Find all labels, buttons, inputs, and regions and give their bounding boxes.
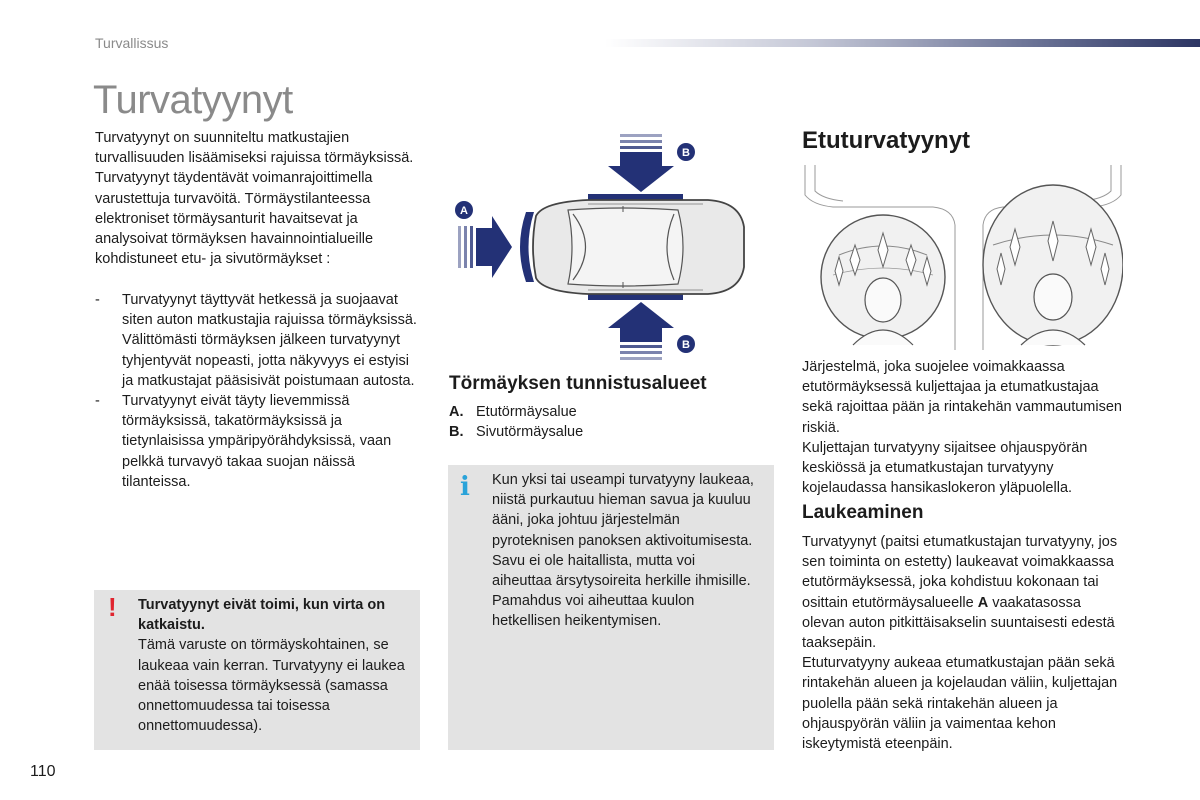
- crash-zone-diagram: [448, 132, 748, 362]
- deployment-text: [802, 532, 1127, 754]
- bullet-text: Turvatyynyt eivät täyty lievemmissä törmäyksissä, takatörmäyksissä ja tietynlaisissa ympäripyörähdyksissä, vaan pelkkä turvavyö takaa suojan näissä tilanteissa.: [122, 393, 392, 490]
- badge-a: [455, 201, 473, 219]
- bullet-text: Turvatyynyt täyttyvät hetkessä ja suojaavat siten auton matkustajia rajuissa törmäyksissä. Välittömästi törmäyksen jälkeen turvatyynyt tyhjentyvät nopeasti, jotta näkyvyys ei estyisi ja matkustajat pääsisivät poistumaan autosta.: [122, 292, 417, 389]
- car-top-view: [533, 200, 744, 294]
- zones-legend: [449, 402, 749, 442]
- bullet-dash: -: [95, 292, 100, 308]
- deployment-text-before: Turvatyynyt (paitsi etumatkustajan turvatyyny, jos sen toiminta on estetty) laukeavat voimakkaassa etutörmäyksessä, joka kohdistuu kokonaan tai osittain etutörmäysalueelle: [802, 534, 1118, 611]
- deployment-text-after: vaakatasossa olevan auton pitkittäisakselin suuntaisesti edestä taaksepäin.: [802, 594, 1115, 652]
- section-label: Turvallissus: [95, 35, 169, 51]
- badge-a-label: A: [460, 205, 468, 217]
- warning-title: Turvatyynyt eivät toimi, kun virta on katkaistu.: [138, 597, 386, 634]
- front-zone: [520, 212, 534, 282]
- warning-exclamation-icon: !: [108, 592, 117, 622]
- deployment-paragraph: [802, 532, 1127, 653]
- front-airbags-heading: Etuturvatyynyt: [802, 127, 971, 154]
- info-content: [492, 470, 757, 632]
- top-impact-arrow: [608, 134, 674, 192]
- page-number: 110: [30, 763, 56, 780]
- badge-b-bottom: [677, 335, 695, 353]
- front-airbags-paragraph: Kuljettajan turvatyyny sijaitsee ohjauspyörän keskiössä ja etumatkustajan turvatyyny kojelaudassa hansikaslokeron yläpuolella.: [802, 439, 1088, 497]
- badge-b-top: [677, 143, 695, 161]
- front-airbags-description: [802, 357, 1127, 498]
- page-title: Turvatyynyt: [93, 78, 293, 122]
- driver-airbag: [821, 215, 945, 345]
- list-item: [449, 422, 749, 442]
- deployment-paragraph: Etuturvatyyny aukeaa etumatkustajan pään sekä rintakehän alueen ja kojelaudan väliin, kuljettajan puolella pään sekä rintakehän alueen ja ohjauspyörän väliin ja vaimentaa kehon iskeytymistä eteenpäin.: [802, 655, 1118, 753]
- deployment-heading: Laukeaminen: [802, 502, 924, 523]
- intro-paragraph: Turvatyynyt on suunniteltu matkustajien turvallisuuden lisäämiseksi rajuissa törmäyksissä. Turvatyynyt täydentävät voimanrajoittimella varustettuja turvavöitä. Törmäystilanteessa elektroniset törmäysanturit havaitsevat ja analysoivat törmäyksen havainnointialueille kohdistuneet etu- ja sivutörmäykset :: [95, 130, 414, 268]
- warning-text: Tämä varuste on törmäyskohtainen, se laukeaa vain kerran. Turvatyyny ei laukea enää toisessa törmäyksessä (samassa onnettomuudessa tai toisessa onnettomuudessa).: [138, 637, 405, 735]
- zone-label: Etutörmäysalue: [476, 404, 577, 420]
- zone-key: B.: [449, 424, 464, 441]
- intro-bullet-list: [95, 290, 420, 492]
- bottom-impact-arrow: [608, 302, 674, 360]
- list-item: [449, 402, 749, 422]
- front-airbags-illustration: [803, 165, 1123, 350]
- front-impact-arrow: [458, 216, 512, 278]
- info-paragraph: Savu ei ole haitallista, mutta voi aiheuttaa ärsytysoireita herkille ihmisille.: [492, 552, 751, 590]
- badge-b-bottom-label: B: [682, 339, 690, 351]
- warning-content: [138, 595, 413, 736]
- deployment-zone-ref: A: [977, 594, 989, 611]
- info-paragraph: Kun yksi tai useampi turvatyyny laukeaa, niistä purkautuu hieman savua ja kuuluu ääni, joka johtuu järjestelmän pyroteknisen panoksen aktivoitumisesta.: [492, 472, 754, 549]
- badge-b-top-label: B: [682, 147, 690, 159]
- info-icon: i: [460, 472, 470, 502]
- passenger-airbag: [983, 185, 1123, 345]
- front-airbags-paragraph: Järjestelmä, joka suojelee voimakkaassa etutörmäyksessä kuljettajaa ja etumatkustajaa sekä rajoittaa pään ja rintakehän vammautumisen riskiä.: [802, 359, 1122, 436]
- zone-label: Sivutörmäysalue: [476, 424, 584, 441]
- header-gradient-rule: [605, 39, 1200, 47]
- info-paragraph: Pamahdus voi aiheuttaa kuulon hetkellisen heikentymisen.: [492, 593, 695, 630]
- zones-heading: Törmäyksen tunnistusalueet: [449, 373, 707, 394]
- zone-key: A.: [449, 404, 464, 420]
- list-item: [95, 391, 420, 492]
- list-item: [95, 290, 420, 391]
- bullet-dash: -: [95, 393, 100, 410]
